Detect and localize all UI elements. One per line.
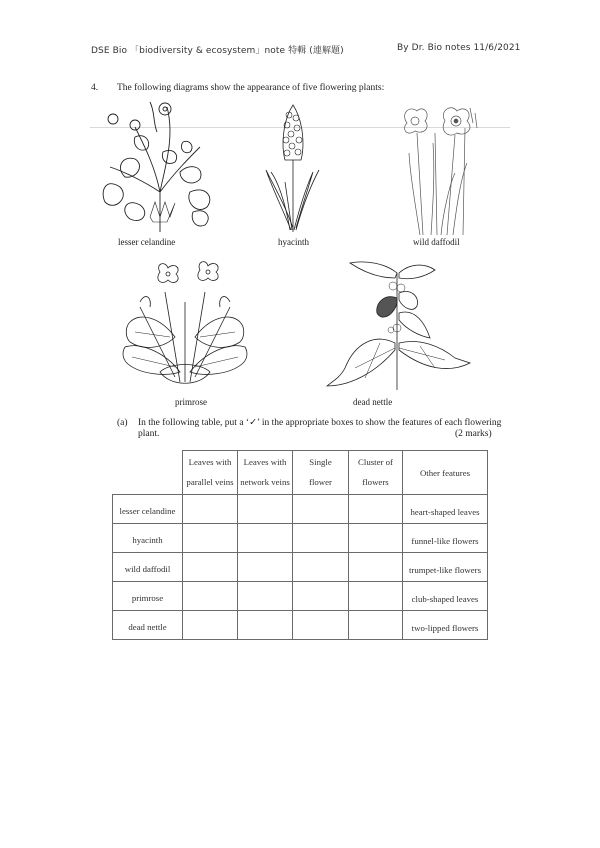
answer-box[interactable]	[349, 524, 403, 553]
row-plant-name: primrose	[113, 582, 183, 611]
row-plant-name: dead nettle	[113, 611, 183, 640]
answer-box[interactable]	[293, 553, 349, 582]
column-header-cluster-flowers: Cluster of flowers	[349, 451, 403, 495]
answer-box[interactable]	[238, 495, 293, 524]
question-text: The following diagrams show the appearance of five flowering plants:	[117, 83, 385, 93]
caption-primrose: primrose	[175, 397, 207, 407]
answer-box[interactable]	[293, 495, 349, 524]
column-header-parallel-veins: Leaves with parallel veins	[183, 451, 238, 495]
table-row	[113, 553, 488, 582]
answer-box[interactable]	[183, 495, 238, 524]
table-corner-cell	[113, 451, 183, 495]
lesser-celandine-drawing-icon	[95, 97, 225, 235]
answer-box[interactable]	[183, 582, 238, 611]
part-a-instructions: In the following table, put a ‘✓’ in the appropriate boxes to show the features of each flowering plant.	[138, 418, 502, 439]
row-other-feature: trumpet-like flowers	[403, 553, 488, 582]
column-header-single-flower: Single flower	[293, 451, 349, 495]
caption-lesser-celandine: lesser celandine	[118, 237, 176, 247]
page-header-title: DSE Bio 「biodiversity & ecosystem」note 特輯 (連解題)	[91, 46, 344, 56]
row-other-feature: two-lipped flowers	[403, 611, 488, 640]
row-other-feature: heart-shaped leaves	[403, 495, 488, 524]
answer-box[interactable]	[238, 524, 293, 553]
features-table	[112, 450, 488, 640]
table-row	[113, 495, 488, 524]
row-other-feature: club-shaped leaves	[403, 582, 488, 611]
question-number: 4.	[91, 83, 99, 93]
row-plant-name: wild daffodil	[113, 553, 183, 582]
answer-box[interactable]	[183, 524, 238, 553]
hyacinth-drawing-icon	[263, 100, 323, 235]
answer-box[interactable]	[349, 611, 403, 640]
answer-box[interactable]	[293, 524, 349, 553]
answer-box[interactable]	[238, 582, 293, 611]
answer-box[interactable]	[293, 611, 349, 640]
answer-box[interactable]	[349, 553, 403, 582]
wild-daffodil-drawing-icon	[395, 103, 485, 238]
dead-nettle-drawing-icon	[325, 258, 475, 393]
column-header-other-features: Other features	[403, 451, 488, 495]
page-header-author-date: By Dr. Bio notes 11/6/2021	[397, 43, 521, 53]
caption-wild-daffodil: wild daffodil	[413, 237, 460, 247]
answer-box[interactable]	[238, 611, 293, 640]
answer-box[interactable]	[349, 495, 403, 524]
answer-box[interactable]	[349, 582, 403, 611]
answer-box[interactable]	[293, 582, 349, 611]
answer-box[interactable]	[183, 553, 238, 582]
caption-hyacinth: hyacinth	[278, 237, 309, 247]
primrose-drawing-icon	[120, 262, 250, 390]
table-row	[113, 524, 488, 553]
part-a-marks: (2 marks)	[455, 429, 492, 439]
table-row	[113, 611, 488, 640]
table-row	[113, 582, 488, 611]
column-header-network-veins: Leaves with network veins	[238, 451, 293, 495]
caption-dead-nettle: dead nettle	[353, 397, 393, 407]
part-a-label: (a)	[117, 418, 128, 428]
answer-box[interactable]	[238, 553, 293, 582]
table-header-row	[113, 451, 488, 495]
row-plant-name: lesser celandine	[113, 495, 183, 524]
row-plant-name: hyacinth	[113, 524, 183, 553]
answer-box[interactable]	[183, 611, 238, 640]
row-other-feature: funnel-like flowers	[403, 524, 488, 553]
